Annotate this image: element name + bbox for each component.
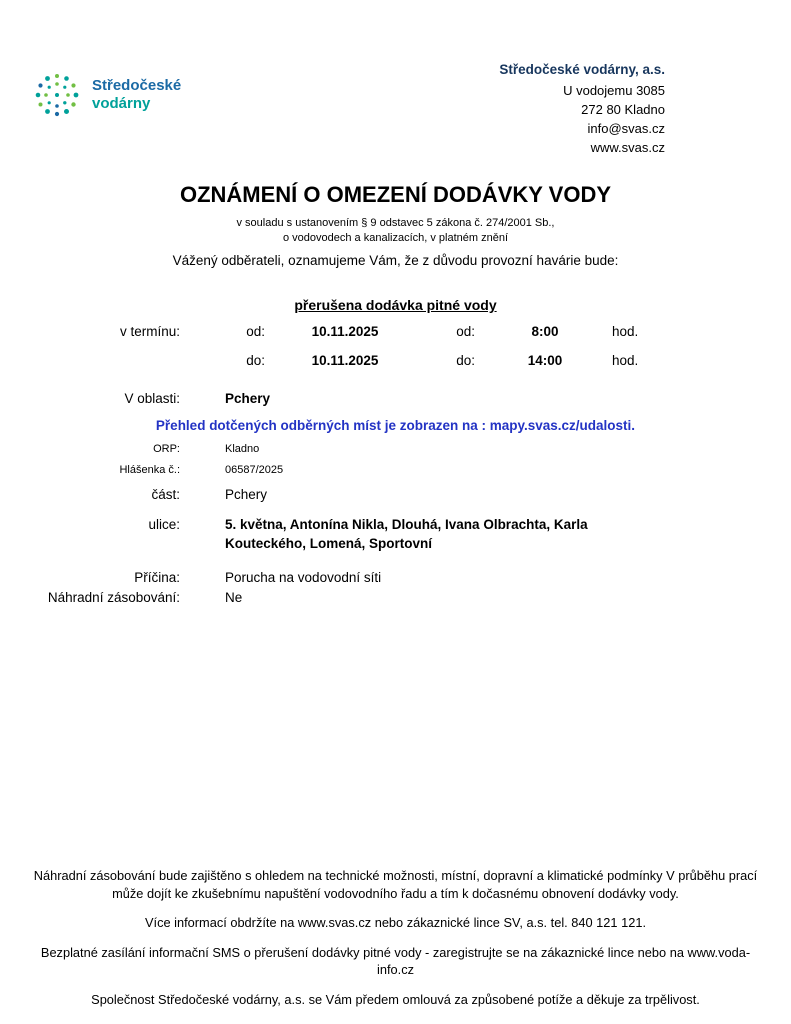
orp-value: Kladno — [225, 443, 260, 455]
area-row — [0, 391, 270, 406]
logo-text-line1: Středočeské — [92, 77, 182, 94]
page-title: OZNÁMENÍ O OMEZENÍ DODÁVKY VODY — [179, 182, 612, 207]
company-website: www.svas.cz — [590, 140, 665, 155]
hour-unit: hod. — [612, 353, 639, 368]
cause-label: Příčina: — [134, 570, 180, 585]
cause-value: Porucha na vodovodní síti — [225, 570, 382, 585]
footer-paragraph-apology: Společnost Středočeské vodárny, a.s. se Vám předem omlouvá za způsobené potíže a děkuje za trpělivost. — [91, 991, 700, 1007]
to-label-time: do: — [456, 353, 475, 368]
company-contact-block — [499, 60, 665, 157]
report-number-value: 06587/2025 — [225, 464, 284, 476]
substitute-supply-label: Náhradní zásobování: — [47, 590, 180, 605]
term-row-to — [0, 353, 670, 368]
cause-row — [0, 570, 381, 585]
footer — [28, 867, 763, 1008]
substitute-supply-value: Ne — [225, 590, 243, 605]
time-to-value: 14:00 — [527, 353, 563, 368]
part-value: Pchery — [225, 487, 268, 502]
streets-row — [0, 515, 665, 553]
interruption-heading: přerušena dodávka pitné vody — [294, 297, 497, 313]
report-number-label: Hlášenka č.: — [119, 464, 180, 476]
term-row-from — [0, 324, 670, 339]
streets-label: ulice: — [148, 517, 180, 532]
legal-line2: o vodovodech a kanalizacích, v platném znění — [282, 232, 509, 244]
date-from-value: 10.11.2025 — [311, 324, 379, 339]
intro-text: Vážený odběrateli, oznamujeme Vám, že z důvodu provozní havárie bude: — [172, 253, 619, 268]
orp-label: ORP: — [153, 443, 180, 455]
time-from-value: 8:00 — [531, 324, 559, 339]
company-name: Středočeské vodárny, a.s. — [499, 62, 665, 77]
part-row — [0, 487, 267, 502]
from-label-time: od: — [456, 324, 475, 339]
substitute-supply-row — [0, 590, 242, 605]
company-logo — [30, 68, 181, 122]
part-label: část: — [151, 487, 180, 502]
hour-unit: hod. — [612, 324, 639, 339]
map-notice: Přehled dotčených odběrných míst je zobrazen na : mapy.svas.cz/udalosti. — [155, 418, 636, 433]
from-label-date: od: — [246, 324, 265, 339]
logo-text — [92, 77, 181, 113]
legal-reference — [0, 216, 791, 246]
date-to-value: 10.11.2025 — [311, 353, 379, 368]
company-email: info@svas.cz — [587, 121, 665, 136]
streets-value: 5. května, Antonína Nikla, Dlouhá, Ivana Olbrachta, Karla Kouteckého, Lomená, Sportovní — [225, 517, 588, 551]
orp-row — [0, 443, 259, 455]
logo-text-line2: vodárny — [92, 95, 151, 112]
document-header — [30, 60, 665, 157]
footer-paragraph-conditions: Náhradní zásobování bude zajištěno s ohledem na technické možnosti, místní, dopravní a klimatické podmínky V průběhu prací může dojít ke zkušebnímu napuštění vodovodního řadu a tím k dočasnému obnovení dodávky vody. — [33, 868, 758, 901]
company-address-line2: 272 80 Kladno — [581, 102, 665, 117]
area-value: Pchery — [225, 391, 271, 406]
company-address-line1: U vodojemu 3085 — [563, 83, 665, 98]
legal-line1: v souladu s ustanovením § 9 odstavec 5 zákona č. 274/2001 Sb., — [236, 217, 555, 229]
to-label-date: do: — [246, 353, 265, 368]
area-label: V oblasti: — [124, 391, 180, 406]
logo-dots-icon — [30, 68, 84, 122]
footer-paragraph-sms: Bezplatné zasílání informační SMS o přerušení dodávky pitné vody - zaregistrujte se na zákaznické lince nebo na www.voda-info.cz — [40, 944, 751, 977]
footer-paragraph-info-line: Více informací obdržíte na www.svas.cz nebo zákaznické lince SV, a.s. tel. 840 121 121. — [144, 915, 646, 930]
term-label: v termínu: — [119, 324, 180, 339]
report-number-row — [0, 464, 283, 476]
